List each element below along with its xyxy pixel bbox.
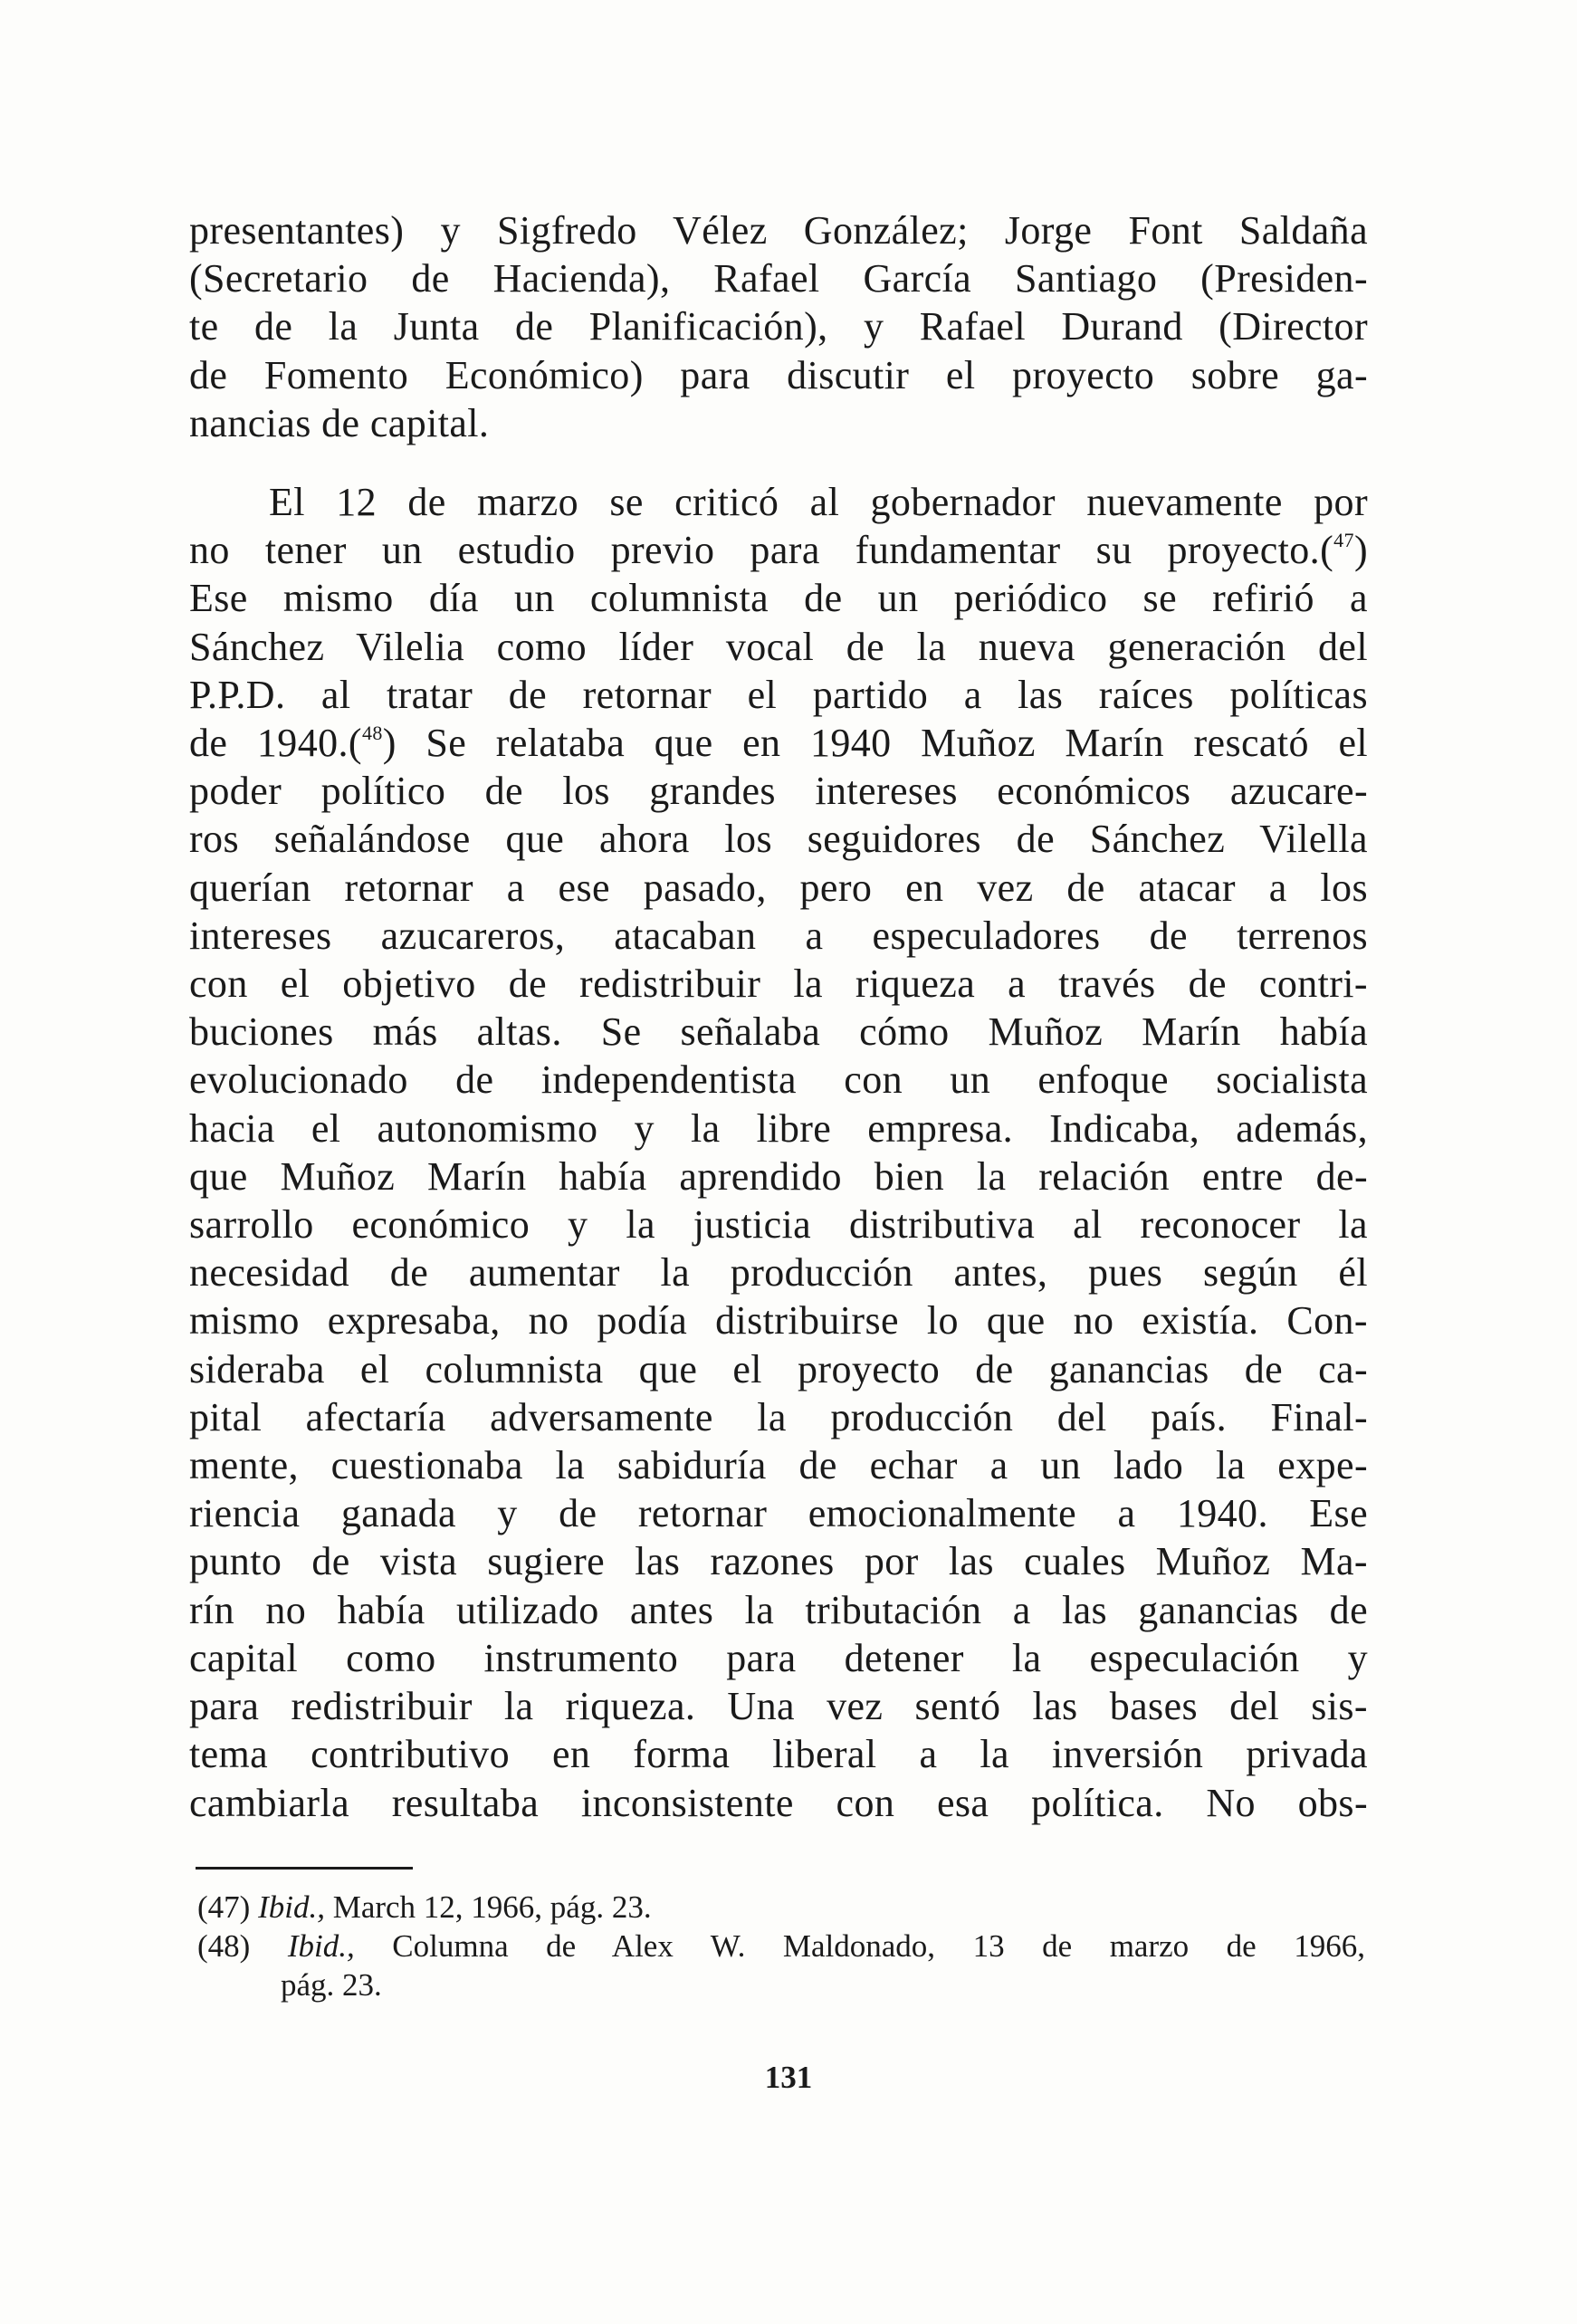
footnote-text: Columna de Alex W. Maldonado, 13 de marzo de 1966, (392, 1928, 1366, 1964)
text-line: capital como instrumento para detener la especulación y (189, 1635, 1368, 1680)
footnote-divider (196, 1867, 413, 1870)
text-line (189, 719, 1368, 767)
text-line: sarrollo económico y la justicia distributiva al reconocer la (189, 1202, 1368, 1248)
text-line: hacia el autonomismo y la libre empresa. Indicaba, además, (189, 1105, 1368, 1151)
text-line: poder político de los grandes intereses económicos azucare- (189, 769, 1368, 814)
paragraph-2 (189, 478, 1368, 1827)
text-line: punto de vista sugiere las razones por las cuales Muñoz Ma- (189, 1539, 1368, 1584)
footnote-48 (197, 1927, 1365, 1965)
text-line: buciones más altas. Se señalaba cómo Muñoz Marín había (189, 1009, 1368, 1055)
text-line: tema contributivo en forma liberal a la inversión privada (189, 1732, 1368, 1777)
text-line: mente, cuestionaba la sabiduría de echar a un lado la expe- (189, 1443, 1368, 1488)
line-text: ) (1353, 528, 1368, 573)
text-line: para redistribuir la riqueza. Una vez sentó las bases del sis- (189, 1684, 1368, 1729)
text-line: nancias de capital. (189, 400, 490, 445)
text-line: Sánchez Vilelia como líder vocal de la nueva generación del (189, 624, 1368, 669)
text-line: presentantes) y Sigfredo Vélez González; Jorge Font Saldaña (189, 208, 1368, 253)
line-text: ) Se relataba que en 1940 Muñoz Marín rescató el (382, 721, 1368, 766)
text-line: sideraba el columnista que el proyecto de ganancias de ca- (189, 1346, 1368, 1392)
page-number: 131 (764, 2060, 813, 2095)
text-line: querían retornar a ese pasado, pero en vez de atacar a los (189, 865, 1368, 910)
text-line: Ese mismo día un columnista de un periódico se refirió a (189, 576, 1368, 621)
text-line: intereses azucareros, atacaban a especuladores de terrenos (189, 913, 1368, 958)
text-line: cambiarla resultaba inconsistente con esa política. No obs- (189, 1780, 1368, 1825)
footnote-number: (48) (197, 1928, 251, 1964)
text-line: necesidad de aumentar la producción antes, pues según él (189, 1250, 1368, 1296)
footnote-ref-47: 47 (1333, 529, 1354, 552)
text-line: rín no había utilizado antes la tributación a las ganancias de (189, 1587, 1368, 1632)
text-line: riencia ganada y de retornar emocionalmente a 1940. Ese (189, 1491, 1368, 1536)
text-line: evolucionado de independentista con un enfoque socialista (189, 1057, 1368, 1103)
footnote-ref-48: 48 (361, 722, 383, 745)
text-line: que Muñoz Marín había aprendido bien la relación entre de- (189, 1153, 1368, 1199)
text-line: mismo expresaba, no podía distribuirse lo que no existía. Con- (189, 1298, 1368, 1344)
footnote-48-continuation: pág. 23. (281, 1967, 382, 2003)
paragraph-1 (189, 206, 1368, 447)
paragraph-gap (189, 447, 1368, 478)
line-text: no tener un estudio previo para fundamentar su proyecto.( (189, 528, 1334, 573)
text-line: P.P.D. al tratar de retornar el partido a las raíces políticas (189, 672, 1368, 717)
text-line: pital afectaría adversamente la producción del país. Final- (189, 1394, 1368, 1439)
text-line: (Secretario de Hacienda), Rafael García Santiago (Presiden- (189, 256, 1368, 301)
text-line: te de la Junta de Planificación), y Rafael Durand (Director (189, 304, 1368, 349)
footnotes (197, 1888, 1365, 2004)
footnote-number: (47) (197, 1889, 251, 1925)
text-line: El 12 de marzo se criticó al gobernador nuevamente por (269, 480, 1368, 525)
text-line: con el objetivo de redistribuir la riqueza a través de contri- (189, 961, 1368, 1007)
footnote-47 (197, 1888, 1365, 1927)
footnote-source: Ibid., (287, 1928, 355, 1964)
text-line: de Fomento Económico) para discutir el proyecto sobre ga- (189, 352, 1368, 397)
text-line: ros señalándose que ahora los seguidores de Sánchez Vilella (189, 817, 1368, 862)
footnote-text: March 12, 1966, pág. 23. (332, 1889, 652, 1925)
text-line (189, 526, 1368, 574)
line-text: de 1940.( (189, 721, 362, 766)
footnote-source: Ibid., (258, 1889, 325, 1925)
body-text (189, 206, 1368, 1827)
